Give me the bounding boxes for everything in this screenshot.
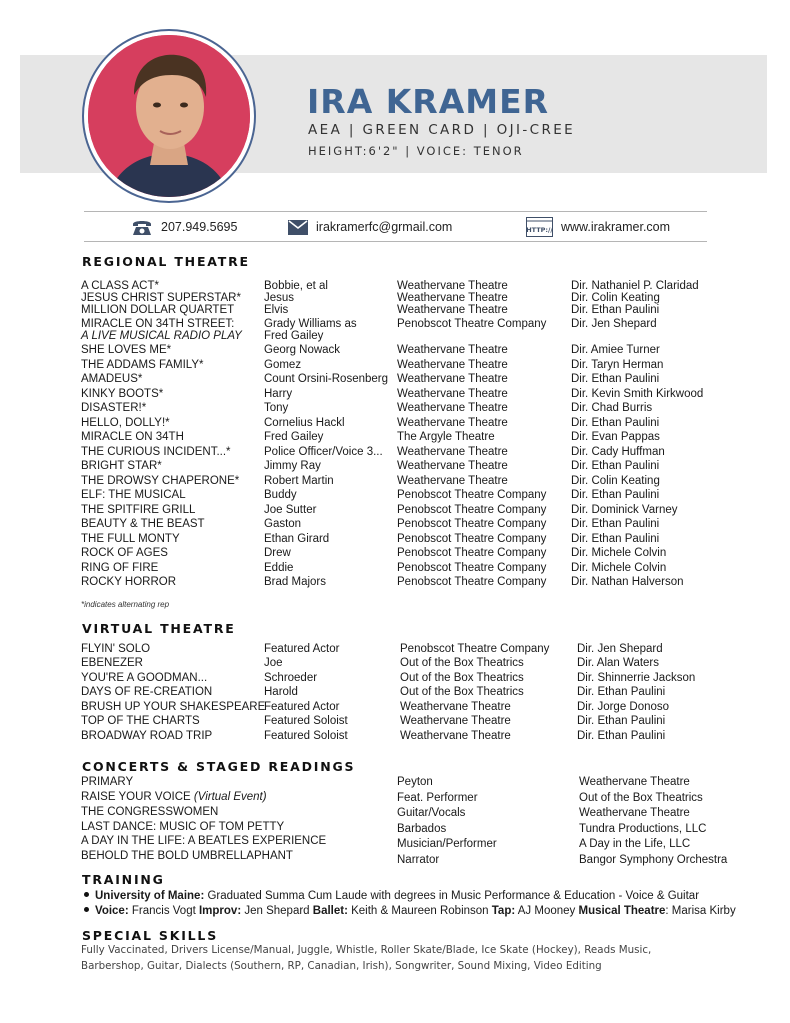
skills-line: Barbershop, Guitar, Dialects (Southern, RP, Canadian, Irish), Songwriter, Sound Mixing, Video Editing xyxy=(81,960,602,972)
contact-divider-bottom xyxy=(84,241,707,242)
bullet-icon xyxy=(84,892,89,897)
contact-phone[interactable] xyxy=(131,216,237,238)
http-label: HTTP:// xyxy=(526,226,553,234)
headshot-illustration xyxy=(88,35,250,197)
performer-tagline: AEA | GREEN CARD | OJI-CREE xyxy=(308,122,576,138)
regional-title: REGIONAL THEATRE xyxy=(82,254,250,269)
performer-details: HEIGHT:6'2" | VOICE: TENOR xyxy=(308,144,524,158)
performer-name: IRA KRAMER xyxy=(307,82,550,121)
concerts-title: CONCERTS & STAGED READINGS xyxy=(82,759,356,774)
bullet-icon xyxy=(84,907,89,912)
envelope-icon xyxy=(288,220,308,235)
website-url: www.irakramer.com xyxy=(561,220,671,234)
web-icon xyxy=(526,217,553,237)
skills-title: SPECIAL SKILLS xyxy=(82,928,218,943)
training-line-education: University of Maine: Graduated Summa Cum Laude with degrees in Music Performance & Education - Voice & Guitar xyxy=(84,890,699,902)
headshot-photo xyxy=(88,35,250,197)
contact-website[interactable] xyxy=(526,216,670,238)
contact-divider-top xyxy=(84,211,707,212)
skills-line: Fully Vaccinated, Drivers License/Manual, Juggle, Whistle, Roller Skate/Blade, Ice Skate (Hockey), Reads Music, xyxy=(81,944,652,956)
phone-icon xyxy=(131,218,153,236)
contact-email[interactable] xyxy=(288,216,452,238)
training-line-teachers: Voice: Francis Vogt Improv: Jen Shepard Ballet: Keith & Maureen Robinson Tap: AJ Mooney Musical Theatre: Marisa Kirby xyxy=(84,905,736,917)
virtual-title: VIRTUAL THEATRE xyxy=(82,621,236,636)
phone-number: 207.949.5695 xyxy=(161,220,238,234)
training-title: TRAINING xyxy=(82,872,165,887)
email-address: irakramerfc@grmail.com xyxy=(316,220,453,234)
alternating-rep-note: *indicates alternating rep xyxy=(81,600,170,609)
